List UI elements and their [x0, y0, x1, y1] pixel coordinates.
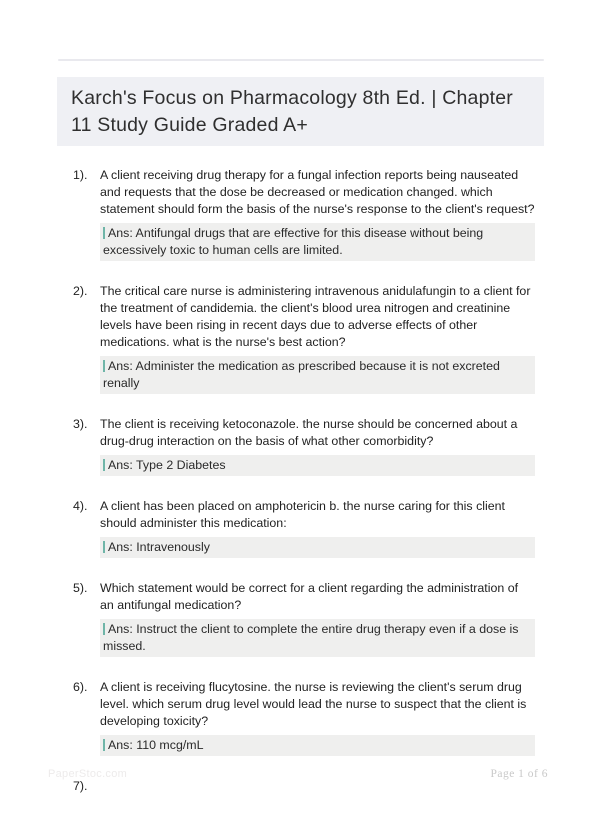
answer-text: Ans: Type 2 Diabetes — [108, 458, 226, 472]
document-title: Karch's Focus on Pharmacology 8th Ed. | Chapter 11 Study Guide Graded A+ — [71, 87, 513, 136]
question-body — [100, 580, 535, 657]
page-number-indicator: Page 1 of 6 — [490, 768, 548, 780]
question-body — [100, 283, 535, 394]
page-footer — [48, 768, 548, 780]
question-number: 3). — [73, 417, 88, 431]
question-text: The critical care nurse is administering intravenous anidulafungin to a client for the treatment of candidemia. the client's blood urea nitrogen and creatinine levels have been rising in recent days due to adverse effects of other medications. what is the nurse's best action? — [100, 284, 531, 349]
answer-marker-icon — [103, 227, 105, 239]
answer-marker-icon — [103, 623, 105, 635]
answer-box — [100, 619, 535, 657]
question-item — [57, 283, 544, 394]
question-number: 5). — [73, 581, 88, 595]
question-item — [57, 498, 544, 558]
question-text: Which statement would be correct for a client regarding the administration of an antifungal medication? — [100, 581, 519, 612]
question-body — [100, 167, 535, 261]
question-number: 2). — [73, 284, 88, 298]
question-body — [100, 679, 535, 756]
title-divider — [58, 59, 544, 61]
answer-box — [100, 223, 535, 261]
answer-text: Ans: 110 mcg/mL — [108, 738, 204, 752]
watermark-text: PaperStoc.com — [48, 768, 128, 780]
answer-box — [100, 356, 535, 394]
questions-list — [57, 167, 544, 817]
question-number: 6). — [73, 680, 88, 694]
question-text: A client receiving drug therapy for a fungal infection reports being nauseated and requests that the dose be decreased or medication changed. which statement should form the basis of the nurse's response to the client's request? — [100, 168, 535, 216]
answer-text: Ans: Antifungal drugs that are effective for this disease without being excessively toxic to human cells are limited. — [103, 226, 484, 257]
answer-marker-icon — [103, 459, 105, 471]
question-item — [57, 778, 544, 795]
document-title-block — [57, 77, 544, 146]
answer-box — [100, 537, 535, 558]
answer-marker-icon — [103, 360, 105, 372]
question-item — [57, 416, 544, 476]
answer-marker-icon — [103, 541, 105, 553]
question-item — [57, 167, 544, 261]
answer-text: Ans: Administer the medication as prescribed because it is not excreted renally — [103, 359, 500, 390]
answer-box — [100, 455, 535, 476]
answer-text: Ans: Instruct the client to complete the entire drug therapy even if a dose is missed. — [103, 622, 519, 653]
question-text: A client is receiving flucytosine. the nurse is reviewing the client's serum drug level. which serum drug level would lead the nurse to suspect that the client is developing toxicity? — [100, 680, 527, 728]
question-item — [57, 679, 544, 756]
question-item — [57, 580, 544, 657]
question-number: 7). — [73, 779, 88, 793]
question-text: The client is receiving ketoconazole. the nurse should be concerned about a drug-drug interaction on the basis of what other comorbidity? — [100, 417, 518, 448]
question-body — [100, 498, 535, 558]
question-number: 1). — [73, 168, 88, 182]
question-number: 4). — [73, 499, 88, 513]
question-body — [100, 416, 535, 476]
answer-text: Ans: Intravenously — [108, 540, 210, 554]
question-text: A client has been placed on amphotericin b. the nurse caring for this client should administer this medication: — [100, 499, 506, 530]
answer-box — [100, 735, 535, 756]
answer-marker-icon — [103, 739, 105, 751]
